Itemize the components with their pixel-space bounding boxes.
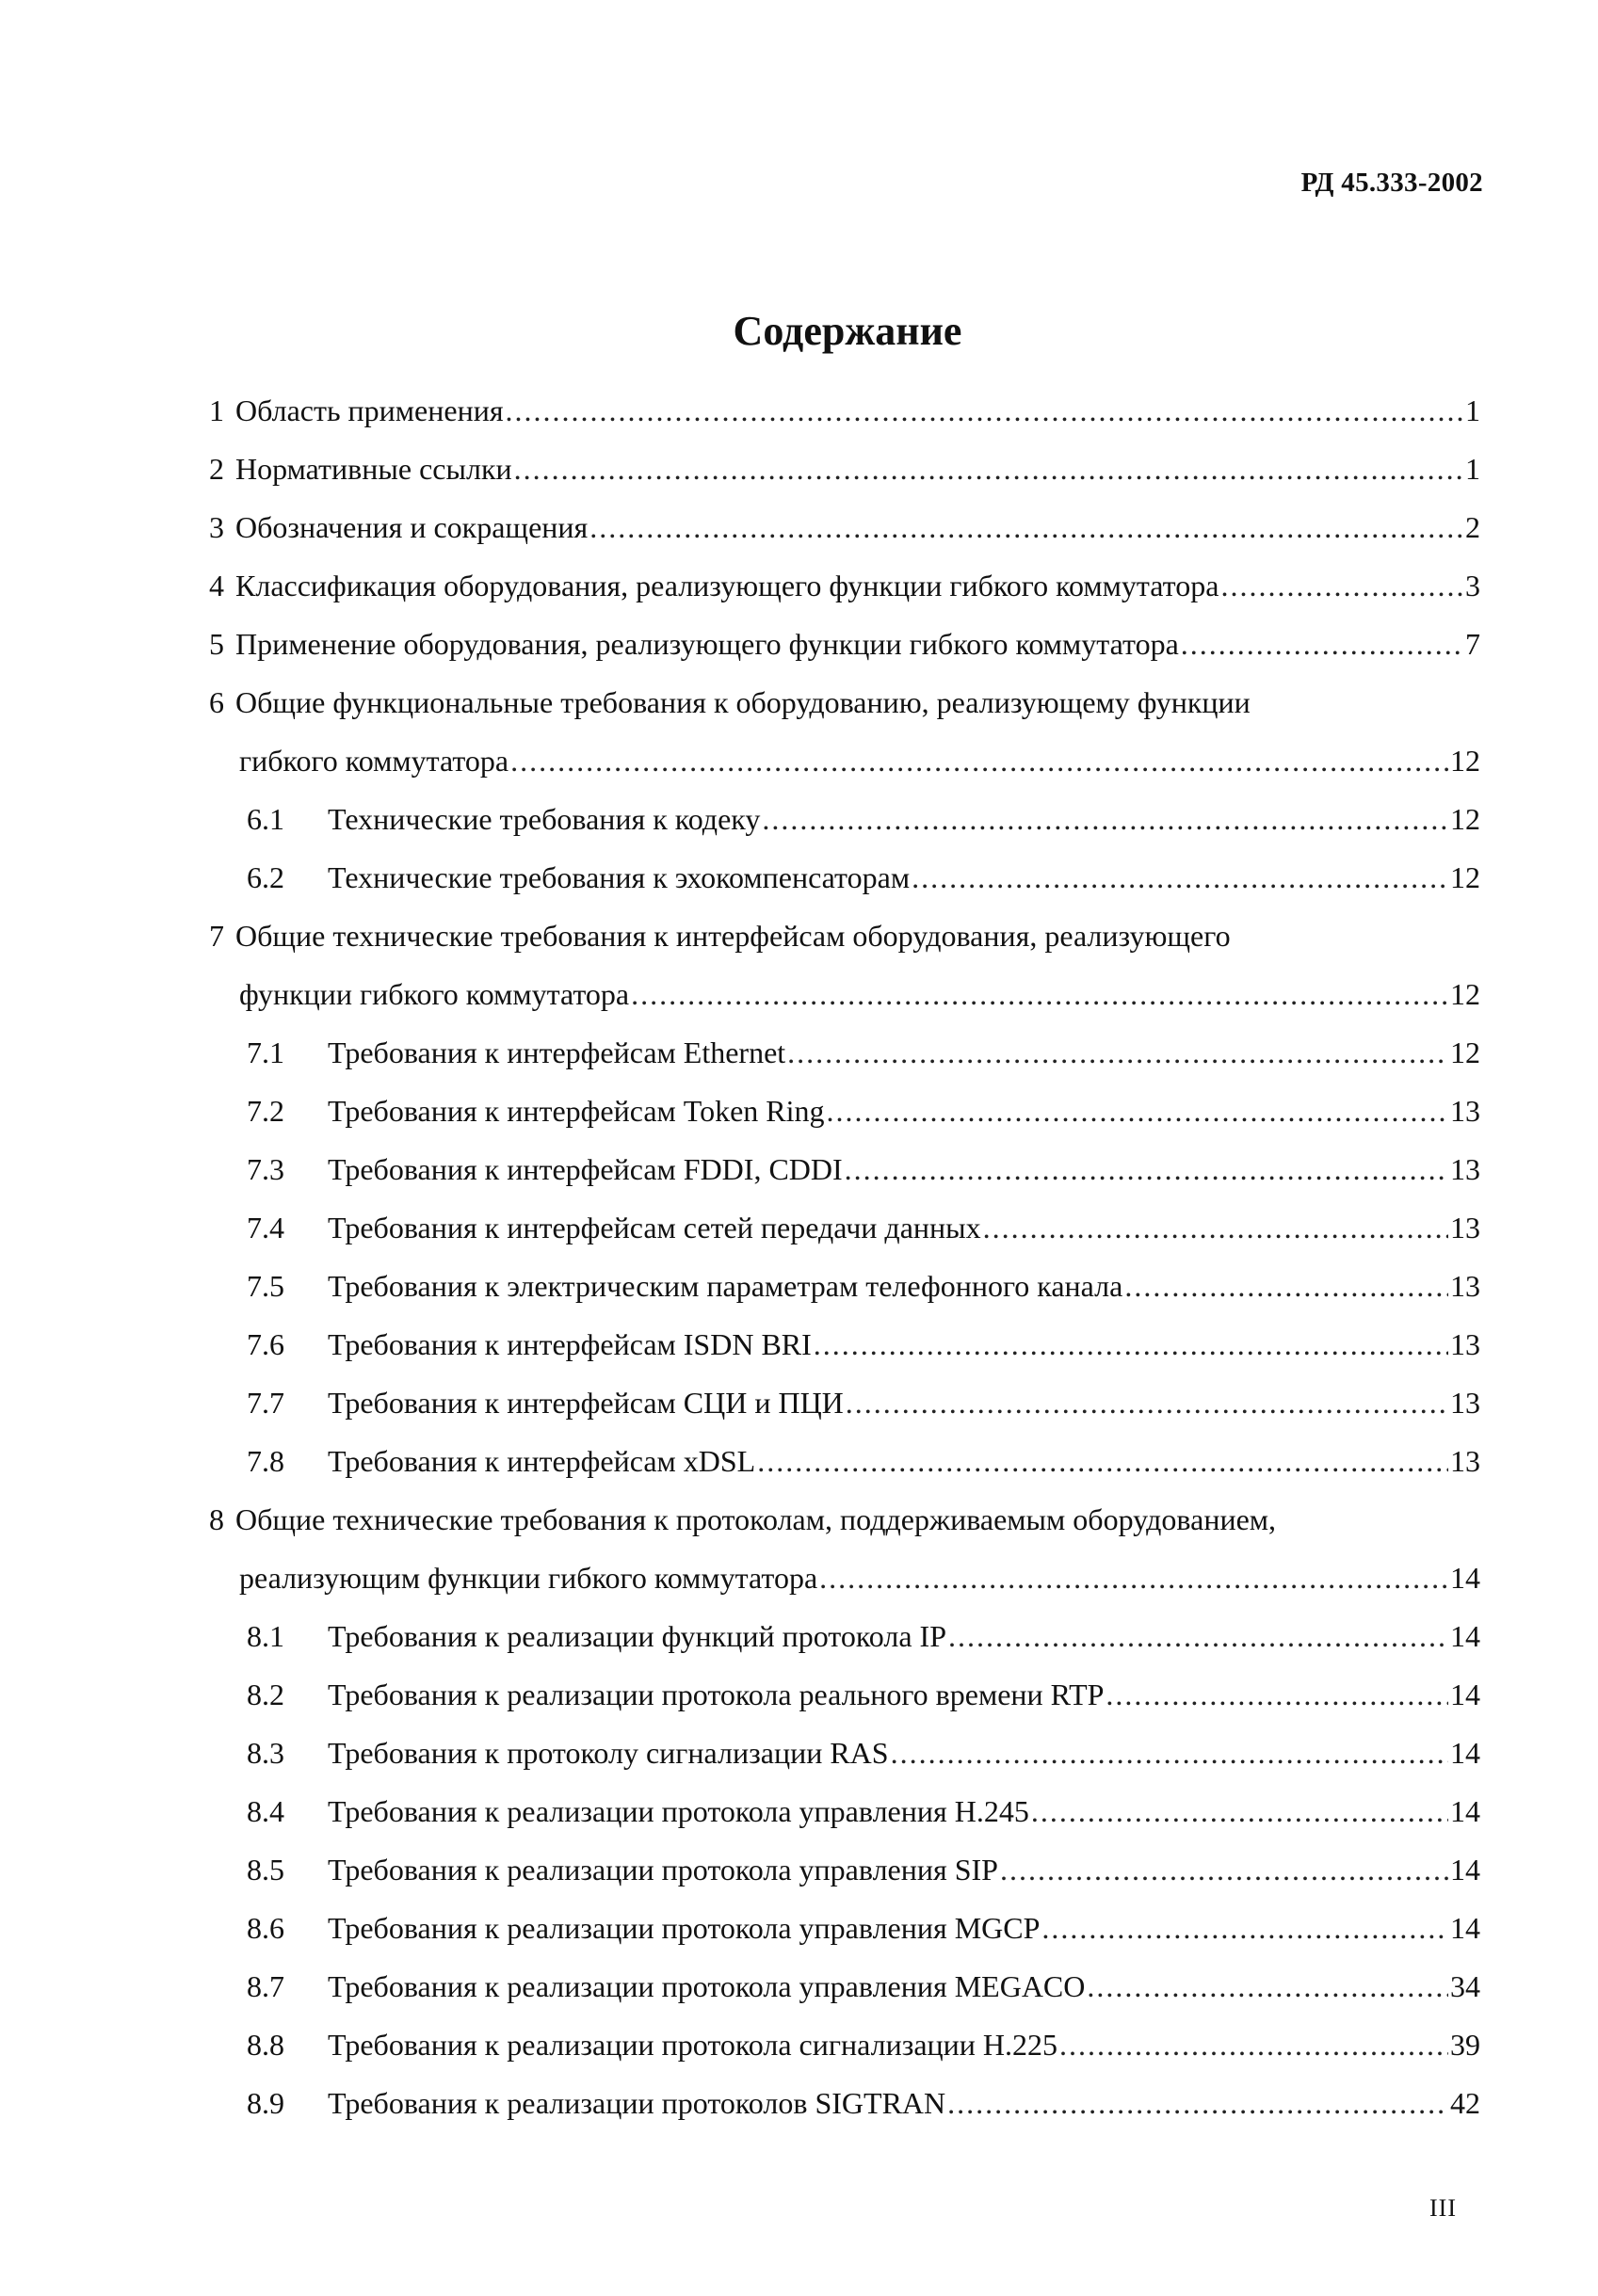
- toc-entry-number: 8.2: [247, 1678, 284, 1711]
- toc-subentry[interactable]: [209, 1198, 1480, 1257]
- dot-leader: [506, 381, 1463, 440]
- table-of-contents: [209, 381, 1480, 2132]
- toc-entry-number: 4: [209, 569, 224, 602]
- toc-entry-continuation[interactable]: [209, 731, 1480, 790]
- toc-entry-number: 6: [209, 685, 224, 719]
- toc-entry-title: Требования к реализации протоколов SIGTRAN: [328, 2086, 946, 2120]
- toc-subentry[interactable]: [209, 1140, 1480, 1198]
- toc-entry-number: 3: [209, 510, 224, 544]
- toc-entry-number: 7.7: [247, 1386, 284, 1420]
- toc-entry-page: 13: [1450, 1211, 1480, 1244]
- toc-entry-page: 12: [1450, 860, 1480, 894]
- toc-entry-title: Требования к протоколу сигнализации RAS: [328, 1736, 889, 1770]
- toc-entry-title: Обозначения и сокращения: [235, 510, 589, 544]
- toc-entry-page: 12: [1450, 802, 1480, 836]
- toc-entry-title: Требования к интерфейсам сетей передачи данных: [328, 1211, 981, 1244]
- toc-subentry[interactable]: [209, 1023, 1480, 1082]
- toc-entry-number: 8.4: [247, 1794, 284, 1828]
- dot-leader: [947, 2074, 1448, 2132]
- toc-subentry[interactable]: [209, 1782, 1480, 1840]
- dot-leader: [514, 440, 1463, 498]
- dot-leader: [891, 1724, 1448, 1782]
- toc-entry-page: 14: [1450, 1853, 1480, 1887]
- toc-entry-page: 42: [1450, 2086, 1480, 2120]
- toc-entry-number: 7.4: [247, 1211, 284, 1244]
- dot-leader: [845, 1140, 1448, 1198]
- toc-entry[interactable]: [209, 615, 1480, 673]
- toc-entry-number: 2: [209, 452, 224, 486]
- toc-entry-number: 8.6: [247, 1911, 284, 1945]
- dot-leader: [983, 1198, 1448, 1257]
- dot-leader: [846, 1373, 1448, 1432]
- dot-leader: [1041, 1899, 1448, 1957]
- dot-leader: [819, 1549, 1448, 1607]
- toc-subentry[interactable]: [209, 1257, 1480, 1315]
- toc-entry-page: 13: [1450, 1327, 1480, 1361]
- toc-entry-page: 14: [1450, 1678, 1480, 1711]
- toc-entry-number: 1: [209, 393, 224, 427]
- toc-subentry[interactable]: [209, 1899, 1480, 1957]
- toc-entry-title-continued: гибкого коммутатора: [239, 744, 509, 778]
- page-title: Содержание: [733, 308, 962, 354]
- toc-entry-title: Требования к реализации протокола управления SIP: [328, 1853, 998, 1887]
- toc-entry-page: 12: [1450, 744, 1480, 778]
- toc-entry-number: 8: [209, 1502, 224, 1536]
- dot-leader: [1220, 556, 1463, 615]
- toc-entry-page: 12: [1450, 1036, 1480, 1069]
- toc-entry-number: 8.8: [247, 2028, 284, 2062]
- toc-entry-number: 7.8: [247, 1444, 284, 1478]
- toc-entry-title: Требования к интерфейсам xDSL: [328, 1444, 756, 1478]
- toc-entry-title: Применение оборудования, реализующего функции гибкого коммутатора: [235, 627, 1179, 661]
- toc-entry-page: 1: [1465, 393, 1480, 427]
- toc-entry-title: Требования к интерфейсам Token Ring: [328, 1094, 825, 1128]
- toc-entry-page: 7: [1465, 627, 1480, 661]
- toc-entry-title: Требования к реализации протокола реального времени RTP: [328, 1678, 1105, 1711]
- toc-entry-title-continued: реализующим функции гибкого коммутатора: [239, 1561, 818, 1595]
- toc-entry-page: 1: [1465, 452, 1480, 486]
- toc-subentry[interactable]: [209, 790, 1480, 848]
- toc-entry-page: 14: [1450, 1911, 1480, 1945]
- toc-entry-page: 14: [1450, 1561, 1480, 1595]
- toc-entry-title: Требования к реализации протокола управления MGCP: [328, 1911, 1041, 1945]
- toc-entry-title: Требования к реализации протокола управления Н.245: [328, 1794, 1029, 1828]
- toc-entry-page: 13: [1450, 1386, 1480, 1420]
- toc-entry[interactable]: [209, 440, 1480, 498]
- toc-entry-page: 13: [1450, 1444, 1480, 1478]
- toc-entry-title: Общие технические требования к интерфейсам оборудования, реализующего: [235, 919, 1231, 953]
- dot-leader: [1106, 1665, 1448, 1724]
- toc-subentry[interactable]: [209, 1082, 1480, 1140]
- toc-entry-number: 7: [209, 919, 224, 953]
- toc-entry-number: 8.1: [247, 1619, 284, 1653]
- toc-entry-page: 12: [1450, 977, 1480, 1011]
- dot-leader: [589, 498, 1463, 556]
- dot-leader: [1059, 2015, 1448, 2074]
- toc-entry-page: 39: [1450, 2028, 1480, 2062]
- toc-entry-number: 7.1: [247, 1036, 284, 1069]
- toc-entry[interactable]: [209, 1490, 1480, 1549]
- toc-entry-number: 8.9: [247, 2086, 284, 2120]
- toc-entry-title: Требования к реализации протокола сигнализации Н.225: [328, 2028, 1058, 2062]
- dot-leader: [912, 848, 1448, 907]
- toc-entry-title: Общие технические требования к протоколам, поддерживаемым оборудованием,: [235, 1502, 1277, 1536]
- toc-entry[interactable]: [209, 556, 1480, 615]
- toc-entry-number: 5: [209, 627, 224, 661]
- dot-leader: [631, 965, 1448, 1023]
- dot-leader: [510, 731, 1448, 790]
- dot-leader: [1000, 1840, 1448, 1899]
- toc-subentry[interactable]: [209, 1607, 1480, 1665]
- dot-leader: [1124, 1257, 1448, 1315]
- toc-entry-title: Требования к реализации функций протокола IP: [328, 1619, 946, 1653]
- dot-leader: [787, 1023, 1448, 1082]
- dot-leader: [948, 1607, 1448, 1665]
- toc-entry-page: 34: [1450, 1969, 1480, 2003]
- toc-subentry[interactable]: [209, 1840, 1480, 1899]
- toc-entry-title: Требования к электрическим параметрам телефонного канала: [328, 1269, 1123, 1303]
- toc-entry-page: 13: [1450, 1269, 1480, 1303]
- toc-entry-title: Требования к интерфейсам СЦИ и ПЦИ: [328, 1386, 844, 1420]
- toc-entry-page: 13: [1450, 1152, 1480, 1186]
- toc-entry-number: 7.2: [247, 1094, 284, 1128]
- toc-entry[interactable]: [209, 907, 1480, 965]
- toc-subentry[interactable]: [209, 2074, 1480, 2132]
- toc-entry-title: Требования к интерфейсам Ethernet: [328, 1036, 786, 1069]
- toc-subentry[interactable]: [209, 1957, 1480, 2015]
- toc-entry-continuation[interactable]: [209, 965, 1480, 1023]
- dot-leader: [1181, 615, 1463, 673]
- toc-entry-page: 3: [1465, 569, 1480, 602]
- toc-entry-title: Классификация оборудования, реализующего функции гибкого коммутатора: [235, 569, 1219, 602]
- dot-leader: [827, 1082, 1448, 1140]
- toc-entry-page: 14: [1450, 1794, 1480, 1828]
- dot-leader: [762, 790, 1448, 848]
- toc-entry-title: Область применения: [235, 393, 504, 427]
- dot-leader: [1031, 1782, 1448, 1840]
- toc-subentry[interactable]: [209, 1432, 1480, 1490]
- toc-entry-title: Требования к реализации протокола управления MEGACO: [328, 1969, 1086, 2003]
- toc-entry-title-continued: функции гибкого коммутатора: [239, 977, 630, 1011]
- toc-entry-number: 7.3: [247, 1152, 284, 1186]
- dot-leader: [1087, 1957, 1448, 2015]
- page-number: III: [1429, 2194, 1457, 2222]
- toc-entry-page: 14: [1450, 1736, 1480, 1770]
- toc-entry-page: 14: [1450, 1619, 1480, 1653]
- toc-entry-number: 7.5: [247, 1269, 284, 1303]
- toc-entry-title: Общие функциональные требования к оборудованию, реализующему функции: [235, 685, 1251, 719]
- toc-subentry[interactable]: [209, 1665, 1480, 1724]
- toc-entry[interactable]: [209, 673, 1480, 731]
- toc-subentry[interactable]: [209, 2015, 1480, 2074]
- dot-leader: [757, 1432, 1448, 1490]
- toc-entry-title: Требования к интерфейсам ISDN BRI: [328, 1327, 812, 1361]
- toc-entry-number: 6.2: [247, 860, 284, 894]
- toc-entry[interactable]: [209, 498, 1480, 556]
- toc-entry-page: 13: [1450, 1094, 1480, 1128]
- toc-entry-number: 8.3: [247, 1736, 284, 1770]
- toc-entry-title: Нормативные ссылки: [235, 452, 512, 486]
- toc-entry-number: 6.1: [247, 802, 284, 836]
- dot-leader: [814, 1315, 1448, 1373]
- toc-subentry[interactable]: [209, 1373, 1480, 1432]
- toc-entry-continuation[interactable]: [209, 1549, 1480, 1607]
- toc-entry-number: 8.7: [247, 1969, 284, 2003]
- toc-entry-page: 2: [1465, 510, 1480, 544]
- toc-entry-title: Технические требования к кодеку: [328, 802, 761, 836]
- toc-entry-title: Требования к интерфейсам FDDI, CDDI: [328, 1152, 843, 1186]
- toc-subentry[interactable]: [209, 1315, 1480, 1373]
- toc-entry[interactable]: [209, 381, 1480, 440]
- toc-entry-title: Технические требования к эхокомпенсаторам: [328, 860, 911, 894]
- document-code: РД 45.333-2002: [1300, 168, 1483, 198]
- toc-subentry[interactable]: [209, 848, 1480, 907]
- toc-entry-number: 8.5: [247, 1853, 284, 1887]
- toc-entry-number: 7.6: [247, 1327, 284, 1361]
- toc-subentry[interactable]: [209, 1724, 1480, 1782]
